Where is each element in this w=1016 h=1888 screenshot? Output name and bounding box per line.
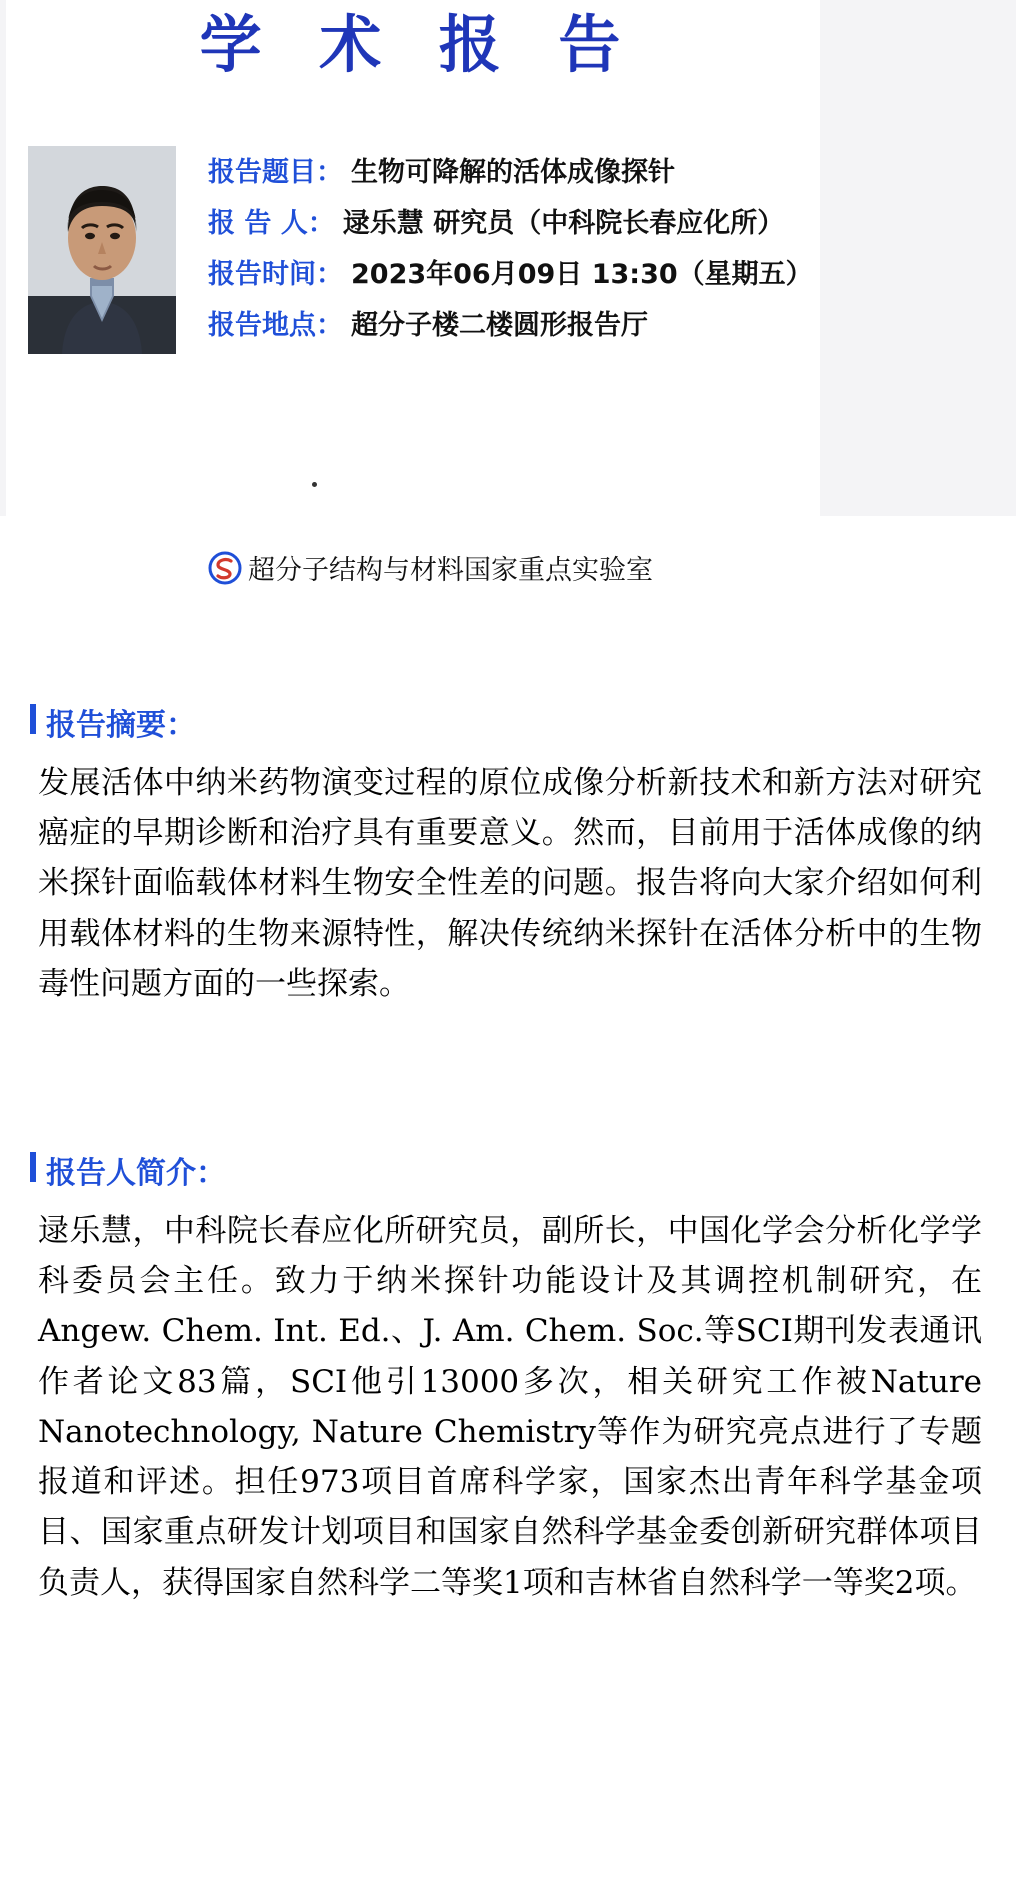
bio-heading <box>0 1148 1016 1192</box>
bio-text: 逯乐慧，中科院长春应化所研究员，副所长，中国化学会分析化学学科委员会主任。致力于纳米探针功能设计及其调控机制研究，在Angew. Chem. Int. Ed.、J. Am. Chem. Soc.等SCI期刊发表通讯作者论文83篇，SCI他引13000多次，相关研究工作被Nature Nanotechnology, Nature Chemistry等作为研究亮点进行了专题报道和评述。担任973项目首席科学家，国家杰出青年科学基金项目、国家重点研发计划项目和国家自然科学基金委创新研究群体项目负责人，获得国家自然科学二等奖1项和吉林省自然科学一等奖2项。 <box>38 1213 982 1601</box>
page-title: 学 术 报 告 <box>199 8 639 81</box>
info-label-location: 报告地点： <box>208 310 343 341</box>
s-circle-logo-icon <box>208 551 242 585</box>
info-value-speaker: 逯乐慧 研究员（中科院长春应化所） <box>342 208 785 239</box>
talk-info-block <box>208 150 998 354</box>
lab-name: 超分子结构与材料国家重点实验室 <box>248 555 653 586</box>
bio-heading-text: 报告人简介： <box>46 1156 226 1191</box>
info-row-time <box>208 252 998 291</box>
heading-accent-bar <box>30 1152 36 1182</box>
lab-credit <box>208 548 653 587</box>
info-row-location <box>208 303 998 342</box>
bio-section <box>0 1148 1016 1608</box>
speaker-portrait <box>28 146 176 354</box>
abstract-heading <box>0 700 1016 744</box>
abstract-section <box>0 700 1016 1009</box>
info-row-title <box>208 150 998 189</box>
abstract-heading-text: 报告摘要： <box>46 708 196 743</box>
info-label-title: 报告题目： <box>208 157 343 188</box>
info-value-time: 2023年06月09日 13:30（星期五） <box>351 259 813 290</box>
decorative-dot <box>312 482 317 487</box>
section-divider <box>0 616 1016 626</box>
heading-accent-bar <box>30 704 36 734</box>
info-value-title: 生物可降解的活体成像探针 <box>351 157 675 188</box>
poster-title-bar <box>0 8 820 82</box>
info-label-speaker: 报 告 人： <box>208 208 335 239</box>
info-value-location: 超分子楼二楼圆形报告厅 <box>351 310 648 341</box>
abstract-text: 发展活体中纳米药物演变过程的原位成像分析新技术和新方法对研究癌症的早期诊断和治疗具有重要意义。然而，目前用于活体成像的纳米探针面临载体材料生物安全性差的问题。报告将向大家介绍如何利用载体材料的生物来源特性，解决传统纳米探针在活体分析中的生物毒性问题方面的一些探索。 <box>38 765 982 1002</box>
info-row-speaker <box>208 201 998 240</box>
info-label-time: 报告时间： <box>208 259 343 290</box>
